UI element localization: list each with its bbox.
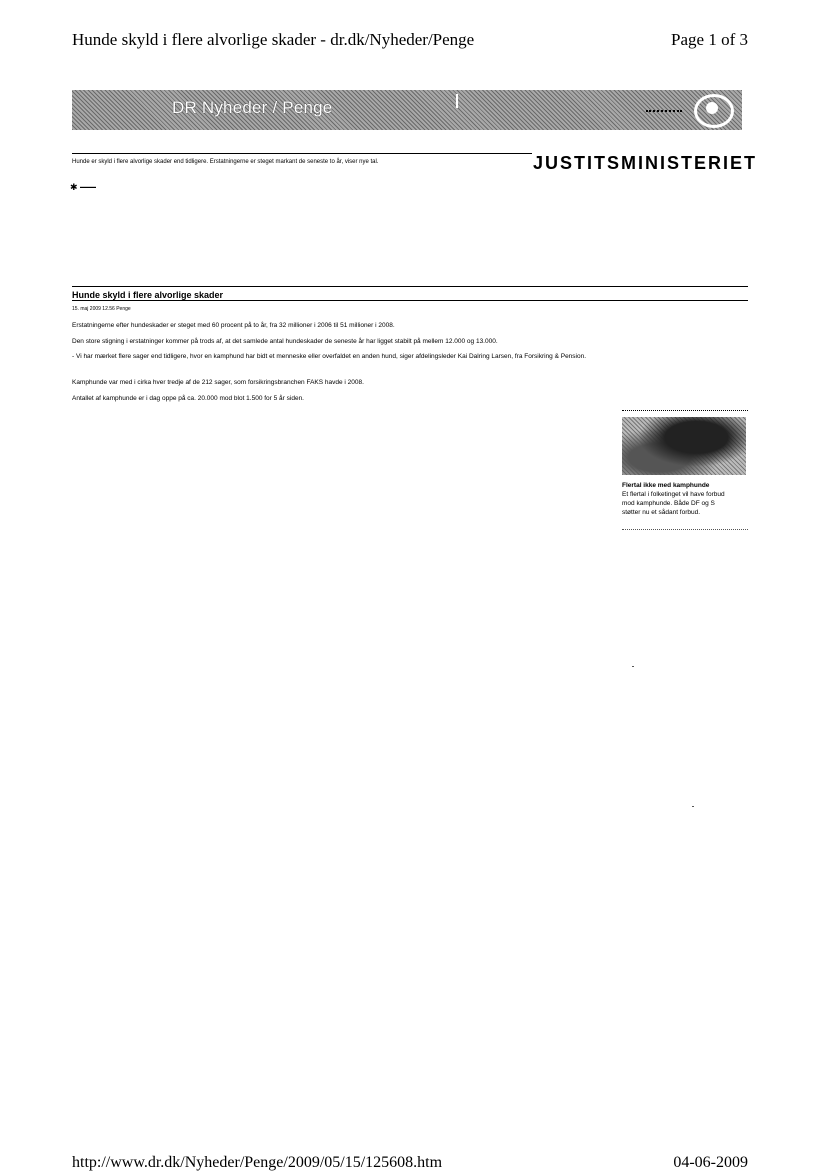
ministry-logo: JUSTITSMINISTERIET: [533, 153, 758, 173]
article-top-rule: [72, 286, 748, 287]
sidebar-top-rule: [622, 410, 748, 411]
related-article-box[interactable]: [622, 410, 748, 530]
article-title: Hunde skyld i flere alvorlige skader: [72, 290, 224, 300]
banner-dots: [646, 110, 682, 126]
banner-title[interactable]: DR Nyheder / Penge: [172, 98, 333, 117]
article-paragraph: Kamphunde var med i cirka hver tredje af de 212 sager, som forsikringsbranchen FAKS havde i 2008.: [72, 379, 364, 386]
article-paragraph: Den store stigning i erstatninger kommer på trods af, at det samlede antal hundeskader de seneste år har ligget stabilt på mellem 12.000 og 13.000.: [72, 338, 498, 345]
article-paragraph: Antallet af kamphunde er i dag oppe på ca. 20.000 mod blot 1.500 for 5 år siden.: [72, 395, 304, 402]
banner-divider: [456, 94, 458, 108]
related-article-body: Et flertal i folketinget vil have forbud mod kamphunde. Både DF og S støtter nu et sådant forbud.: [622, 491, 725, 516]
source-url: http://www.dr.dk/Nyheder/Penge/2009/05/15/125608.htm: [72, 1154, 443, 1171]
article-paragraph: Erstatningerne efter hundeskader er steget med 60 procent på to år, fra 32 millioner i 2006 til 51 millioner i 2008.: [72, 322, 395, 329]
print-date: 04-06-2009: [673, 1154, 748, 1171]
kamphund-photo[interactable]: [622, 417, 746, 475]
bullet-icon: ✱: [70, 182, 78, 192]
print-footer: [72, 1154, 748, 1172]
sidebar-bottom-rule: [622, 529, 748, 530]
page-number: Page 1 of 3: [671, 30, 748, 49]
eye-icon[interactable]: [694, 94, 734, 128]
divider: [72, 153, 532, 154]
article-title-rule: [72, 300, 748, 301]
site-banner[interactable]: [72, 90, 742, 130]
small-link[interactable]: ▬▬▬▬: [80, 184, 96, 189]
scan-speck: [692, 806, 694, 807]
print-header: [72, 30, 748, 50]
related-article-heading[interactable]: Flertal ikke med kamphunde: [622, 482, 710, 489]
article-date: 15. maj 2009 12.56 Penge: [72, 306, 131, 312]
article-paragraph: - Vi har mærket flere sager end tidligere, hvor en kamphund har bidt et menneske eller overfaldet en anden hund, siger afdelingsleder Kai Dalring Larsen, fra Forsikring & Pension.: [72, 353, 587, 360]
document-title: Hunde skyld i flere alvorlige skader - dr.dk/Nyheder/Penge: [72, 30, 475, 49]
teaser-text[interactable]: Hunde er skyld i flere alvorlige skader end tidligere. Erstatningerne er steget markant de seneste to år, viser nye tal.: [72, 159, 379, 165]
scan-speck: [632, 666, 634, 667]
